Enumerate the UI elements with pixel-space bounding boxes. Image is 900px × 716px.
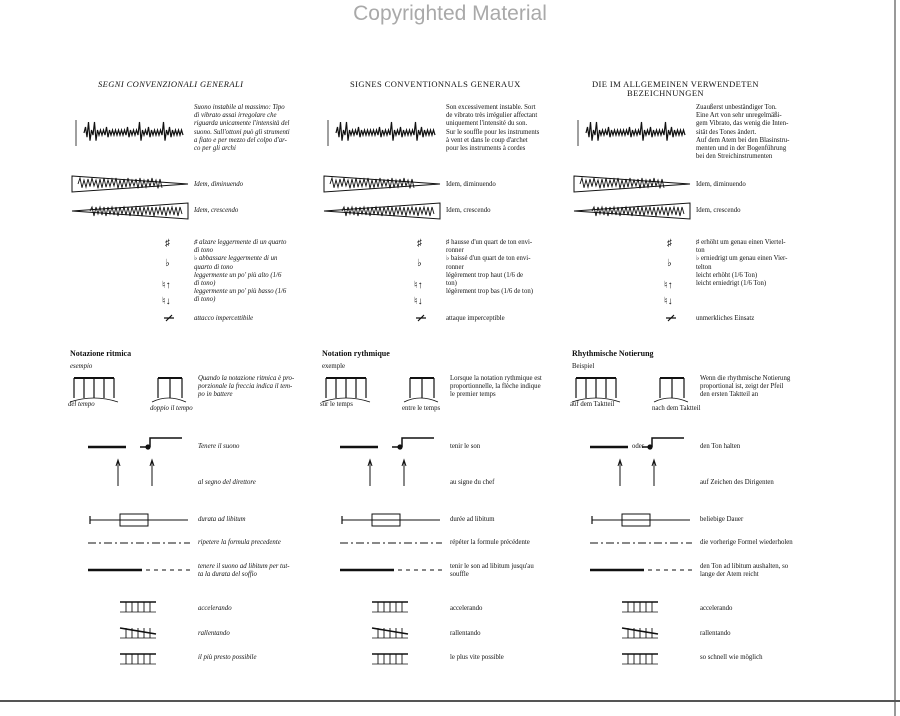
accidental-symbol: ♯ — [417, 238, 422, 249]
column-heading: SIGNES CONVENTIONNALS GENERAUX — [350, 79, 521, 89]
intro-text-line: Suono instabile al massimo: Tipo — [194, 104, 285, 111]
intro-text-line: Zuaußerst unbeständiger Ton. — [696, 104, 777, 111]
quarter-tone-text-line: di tono) — [194, 296, 216, 304]
quarter-tone-text-line: ♭ erniedrigt um genau einen Vier- — [696, 255, 788, 263]
quarter-tone-text-line: ton) — [446, 280, 457, 287]
accidental-symbol: ♯ — [667, 238, 672, 249]
quarter-tone-text-line: légèrement trop haut (1/6 de — [446, 271, 524, 279]
legend-column-de — [572, 0, 872, 716]
rhythm-heading: Notazione ritmica — [70, 349, 132, 358]
rhythm-text-line: den ersten Taktteil an — [700, 391, 759, 399]
accidental-symbol: ♭ — [165, 258, 170, 269]
column-heading: SEGNI CONVENZIONALI GENERALI — [98, 79, 244, 89]
intro-text-line: bei den Streichinstrumenten — [696, 153, 773, 161]
hold-label: den Ton halten — [700, 443, 741, 450]
rallentando-label: rallentando — [198, 630, 230, 637]
crescendo-label: Idem, crescendo — [446, 207, 491, 214]
hold-extra-label: oder — [632, 443, 645, 450]
quarter-tone-text-line: quarto di tono — [194, 263, 233, 271]
attack-label: attacco impercettibile — [194, 315, 254, 322]
unstable-tone-symbol — [336, 122, 435, 141]
hold-label: tenir le son — [450, 443, 481, 450]
accelerando-label: accelerando — [700, 605, 733, 612]
quarter-tone-text-line: ronner — [446, 247, 464, 255]
accidental-symbol: ♮↑ — [414, 280, 423, 291]
intro-text-line: de vibrato très irrégulier affectant — [446, 112, 538, 120]
column-heading: DIE IM ALLGEMEINEN VERWENDETEN — [592, 79, 759, 89]
imperceptible-attack-symbol — [416, 315, 426, 321]
fast-label: le plus vite possible — [450, 654, 504, 661]
accidental-symbol: ♭ — [417, 258, 422, 269]
attack-label: attaque imperceptible — [446, 315, 505, 322]
quarter-tone-text-line: ♯ hausse d'un quart de ton envi- — [446, 239, 533, 246]
crescendo-label: Idem, crescendo — [194, 207, 239, 214]
rallentando-label: rallentando — [700, 630, 731, 637]
quarter-tone-text-line: ♭ abbassare leggermente di un — [194, 255, 278, 263]
intro-text-line: Son excessivement instable. Sort — [446, 104, 536, 111]
rhythm-sub-b: nach dem Taktteil — [652, 405, 701, 412]
intro-text-line: riguarda unicamente l'intensità del — [194, 120, 290, 128]
accidental-symbol: ♮↑ — [664, 280, 673, 291]
accidental-symbol: ♮↓ — [414, 296, 423, 307]
duration-label: beliebige Dauer — [700, 516, 744, 523]
rhythm-text-line: le premier temps — [450, 391, 496, 399]
intro-text-line: Eine Art von sehr unregelmäßi- — [696, 112, 782, 120]
accidental-symbol: ♯ — [165, 238, 170, 249]
breath-label-line: souffle — [450, 571, 469, 579]
intro-text-line: à vent et dans le coup d'archet — [446, 136, 528, 144]
rhythm-example-label: Beispiel — [572, 363, 595, 370]
duration-label: durée ad libitum — [450, 516, 495, 523]
rhythm-heading: Rhythmische Notierung — [572, 349, 654, 358]
cue-label: al segno del direttore — [198, 479, 256, 486]
quarter-tone-text-line: leggermente un po' più basso (1/6 — [194, 288, 287, 296]
breath-label-line: ta la durata del soffio — [198, 571, 257, 579]
accelerando-label: accelerando — [450, 605, 483, 612]
accidental-symbol: ♮↓ — [162, 296, 171, 307]
breath-label-line: den Ton ad libitum aushalten, so — [700, 563, 789, 570]
quarter-tone-text-line: légèrement trop bas (1/6 de ton) — [446, 288, 534, 296]
quarter-tone-text-line: telton — [696, 263, 712, 271]
quarter-tone-text-line: di tono — [194, 247, 214, 255]
page-bottom-edge — [0, 700, 900, 702]
intro-text-line: pour les instruments à cordes — [446, 145, 526, 152]
intro-text-line: di vibrato assai irregolare che — [194, 112, 277, 120]
rhythm-sub-b: doppio il tempo — [150, 405, 193, 412]
rallentando-label: rallentando — [450, 630, 481, 637]
intro-text-line: Sur le souffle pour les instruments — [446, 128, 540, 136]
repeat-label: ripetere la formula precedente — [198, 539, 281, 546]
quarter-tone-text-line: ♯ alzare leggermente di un quarto — [194, 239, 287, 246]
cue-label: au signe du chef — [450, 479, 495, 486]
quarter-tone-text-line: ronner — [446, 263, 464, 271]
repeat-label: répéter la formule précédente — [450, 539, 530, 546]
accelerando-label: accelerando — [198, 605, 232, 612]
rhythm-text-line: proportional ist, zeigt der Pfeil — [700, 383, 784, 391]
rhythm-sub-b: entre le temps — [402, 405, 441, 412]
breath-label-line: lange der Atem reicht — [700, 571, 759, 579]
hold-label: Tenere il suono — [198, 443, 240, 450]
quarter-tone-text-line: ton — [696, 247, 705, 255]
diminuendo-label: Idem, diminuendo — [696, 181, 746, 188]
imperceptible-attack-symbol — [164, 315, 174, 321]
rhythm-example-label: exemple — [322, 363, 346, 370]
breath-label-line: tenere il suono ad libitum per tut- — [198, 563, 290, 570]
intro-text-line: uniquement l'intensité du son. — [446, 120, 528, 128]
duration-label: durata ad libitum — [198, 516, 246, 523]
accidental-symbol: ♭ — [667, 258, 672, 269]
intro-text-line: a fiato e per mezzo del colpo d'ar- — [194, 136, 287, 144]
intro-text-line: gem Vibrato, das wenig die Inten- — [696, 120, 789, 128]
rhythm-text-line: porzionale la freccia indica il tem- — [198, 383, 293, 391]
rhythm-text-line: Quando la notazione ritmica è pro- — [198, 375, 295, 382]
rhythm-text-line: Lorsque la notation rythmique est — [450, 375, 542, 382]
rhythm-text-line: po in battere — [198, 391, 233, 399]
quarter-tone-text-line: leicht erniedrigt (1/6 Ton) — [696, 280, 767, 287]
quarter-tone-text-line: leicht erhöht (1/6 Ton) — [696, 271, 758, 279]
fast-label: il più presto possibile — [198, 654, 257, 661]
imperceptible-attack-symbol — [666, 315, 676, 321]
intro-text-line: co per gli archi — [194, 145, 236, 152]
watermark: Copyrighted Material — [353, 2, 547, 25]
unstable-tone-symbol — [586, 122, 685, 141]
breath-label-line: tenir le son ad libitum jusqu'au — [450, 563, 534, 570]
quarter-tone-text-line: ♭ baissé d'un quart de ton envi- — [446, 255, 531, 263]
intro-text-line: suono. Sull'ottoni può gli strumenti — [194, 128, 290, 136]
diminuendo-label: Idem, diminuendo — [446, 181, 496, 188]
intro-text-line: sität des Tones ändert. — [696, 128, 757, 136]
unstable-tone-symbol — [84, 122, 183, 141]
attack-label: unmerkliches Einsatz — [696, 315, 755, 322]
fast-label: so schnell wie möglich — [700, 654, 763, 661]
accidental-symbol: ♮↑ — [162, 280, 171, 291]
rhythm-text-line: proportionnelle, la flèche indique — [450, 383, 541, 391]
accidental-symbol: ♮↓ — [664, 296, 673, 307]
diminuendo-label: Idem, diminuendo — [194, 181, 244, 188]
rhythm-example-label: esempio — [70, 363, 93, 370]
rhythm-sub-a: auf dem Taktteil — [570, 401, 615, 408]
crescendo-label: Idem, crescendo — [696, 207, 741, 214]
repeat-label: die vorherige Formel wiederholen — [700, 539, 793, 546]
intro-text-line: Auf dem Atem bei den Blasinstru- — [696, 136, 790, 144]
cue-label: auf Zeichen des Dirigenten — [700, 479, 774, 486]
intro-text-line: menten und in der Bogenführung — [696, 145, 787, 152]
quarter-tone-text-line: di tono) — [194, 280, 216, 287]
rhythm-sub-a: sur le temps — [320, 401, 353, 408]
quarter-tone-text-line: leggermente un po' più alto (1/6 — [194, 271, 282, 279]
rhythm-sub-a: del tempo — [68, 401, 95, 408]
column-heading-cont: BEZEICHNUNGEN — [627, 88, 704, 98]
rhythm-text-line: Wenn die rhythmische Notierung — [700, 375, 791, 382]
quarter-tone-text-line: ♯ erhöht um genau einen Viertel- — [696, 239, 786, 246]
rhythm-heading: Notation rythmique — [322, 349, 390, 358]
page-edge — [894, 0, 896, 716]
